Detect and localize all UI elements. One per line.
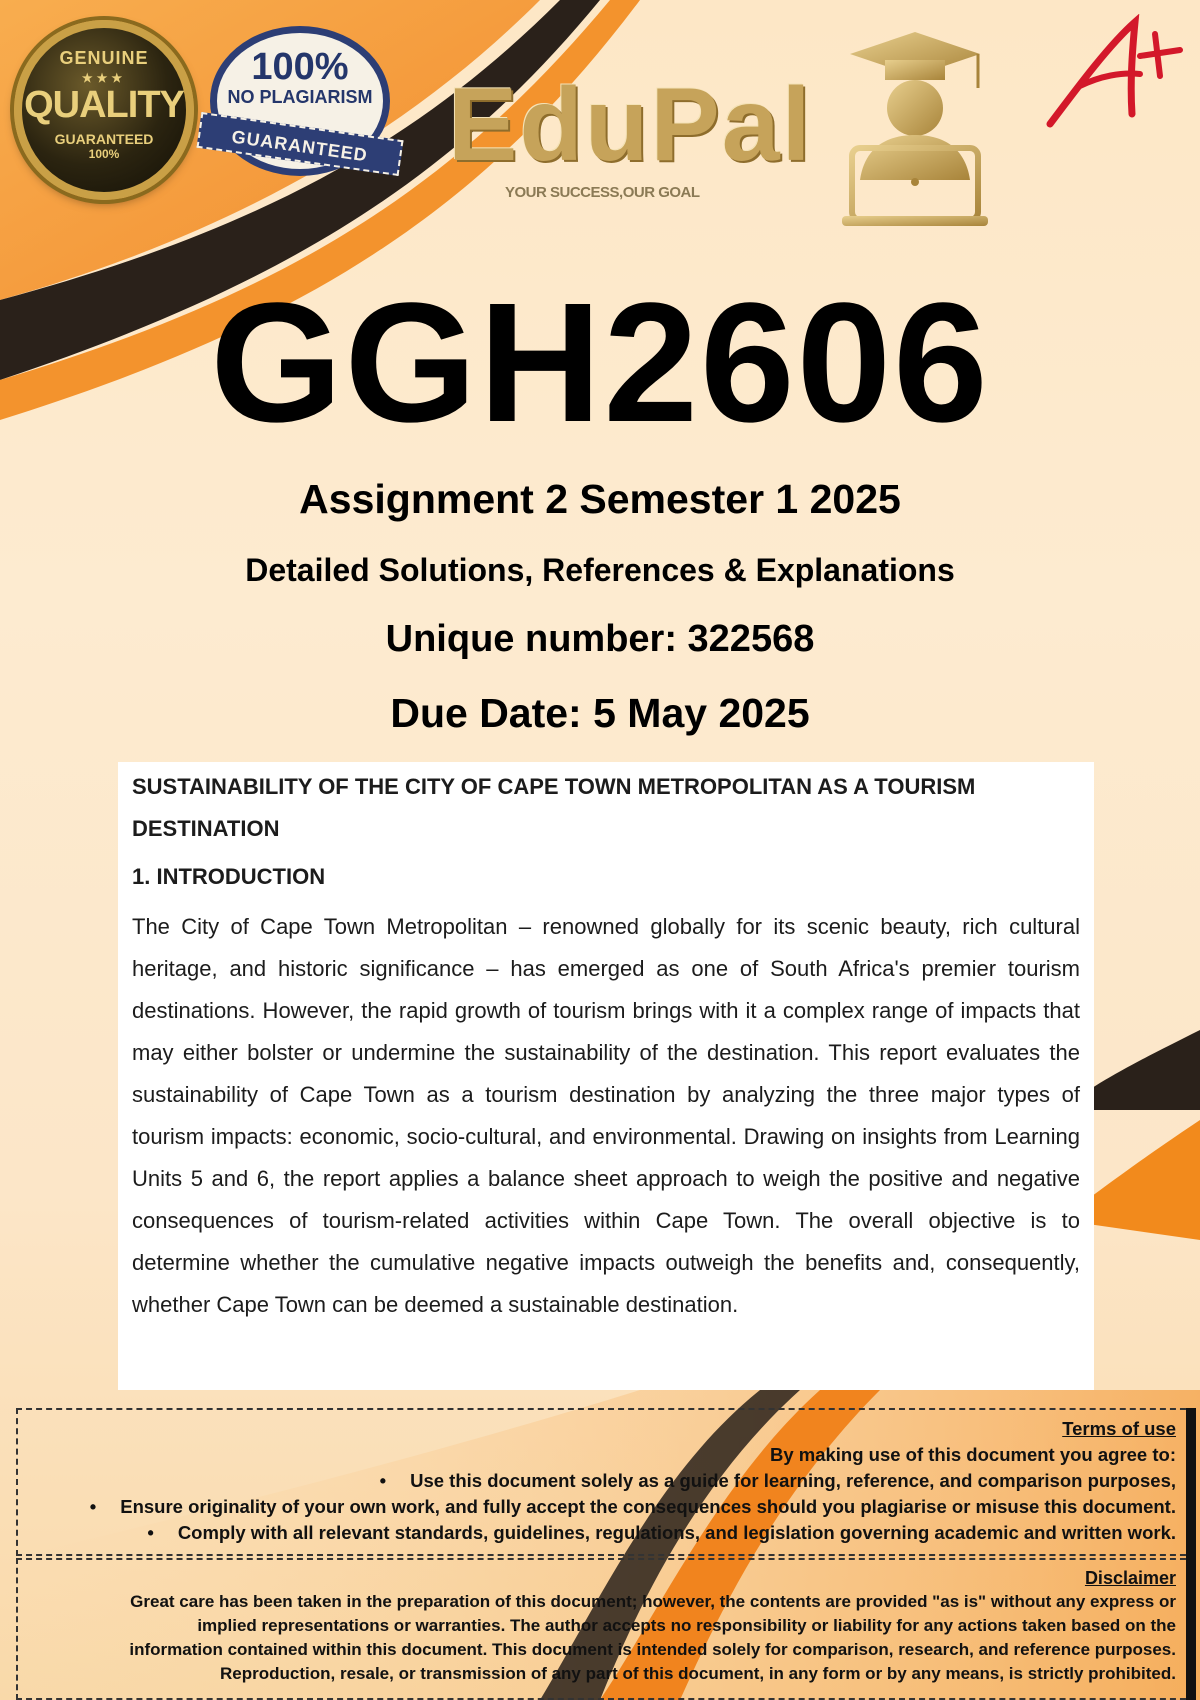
terms-item: • Use this document solely as a guide for learning, reference, and comparison purposes, bbox=[36, 1468, 1176, 1494]
seal-stars-icon: ★★★ bbox=[81, 71, 127, 85]
introduction-paragraph: The City of Cape Town Metropolitan – renowned globally for its scenic beauty, rich cultural heritage, and historic significance – has emerged as one of South Africa's premier tourism destinations. However, the rapid growth of tourism brings with it a complex range of impacts that may either bolster or undermine the sustainability of the destination. This report evaluates the sustainability of Cape Town as a tourism destination by analyzing the three major types of tourism impacts: economic, socio-cultural, and environmental. Drawing on insights from Learning Units 5 and 6, the report applies a balance sheet approach to weigh the positive and negative consequences of tourism-related activities within Cape Town. The overall objective is to determine whether the cumulative negative impacts outweigh the benefits and, consequently, whether Cape Town can be deemed a sustainable destination. bbox=[132, 914, 1080, 1317]
terms-heading: Terms of use bbox=[1062, 1418, 1176, 1439]
disclaimer-line: implied representations or warranties. The author accepts no responsibility or liability for any actions taken based on the bbox=[197, 1616, 1176, 1635]
subtitle-heading: Detailed Solutions, References & Explanations bbox=[245, 552, 955, 588]
guaranteed-ribbon: GUARANTEED bbox=[196, 112, 403, 176]
disclaimer-line: information contained within this document. This document is intended solely for comparison, research, and reference purposes. bbox=[129, 1640, 1176, 1659]
unique-number: Unique number: 322568 bbox=[385, 618, 815, 660]
disclaimer-line: Reproduction, resale, or transmission of any part of this document, in any form or by any means, is strictly prohibited. bbox=[220, 1664, 1176, 1683]
seal-line-percent: 100% bbox=[88, 147, 120, 161]
plagiarism-percent: 100% bbox=[251, 46, 349, 88]
seal-line-quality: QUALITY bbox=[24, 84, 184, 126]
document-title: SUSTAINABILITY OF THE CITY OF CAPE TOWN METROPOLITAN AS A TOURISM DESTINATION bbox=[132, 774, 976, 841]
right-edge-bar bbox=[1186, 1408, 1196, 1700]
terms-lead: By making use of this document you agree to: bbox=[769, 1444, 1176, 1465]
graduate-laptop-icon bbox=[840, 30, 990, 230]
genuine-quality-seal bbox=[14, 20, 194, 200]
brand-tagline: YOUR SUCCESS,OUR GOAL bbox=[505, 184, 700, 201]
disclaimer-box bbox=[16, 1558, 1196, 1700]
terms-of-use-box bbox=[16, 1408, 1196, 1556]
seal-line-guaranteed: GUARANTEED bbox=[54, 131, 154, 147]
due-date: Due Date: 5 May 2025 bbox=[390, 690, 810, 736]
seal-line-genuine: GENUINE bbox=[59, 48, 149, 68]
terms-list bbox=[36, 1468, 1176, 1546]
plagiarism-label: NO PLAGIARISM bbox=[227, 87, 373, 107]
a-plus-grade-icon bbox=[1040, 14, 1190, 134]
disclaimer-heading: Disclaimer bbox=[1084, 1568, 1176, 1588]
course-code: GGH2606 bbox=[210, 268, 990, 458]
disclaimer-line: Great care has been taken in the preparation of this document; however, the contents are provided "as is" without any express or bbox=[130, 1592, 1176, 1611]
section-heading: 1. INTRODUCTION bbox=[132, 864, 326, 889]
brand-logo: EduPal bbox=[448, 67, 813, 183]
assignment-heading: Assignment 2 Semester 1 2025 bbox=[299, 476, 901, 522]
terms-item: • Comply with all relevant standards, guidelines, regulations, and legislation governing academic and written work. bbox=[36, 1520, 1176, 1546]
content-panel bbox=[118, 762, 1094, 1390]
terms-item: • Ensure originality of your own work, and fully accept the consequences should you plagiarise or misuse this document. bbox=[36, 1494, 1176, 1520]
